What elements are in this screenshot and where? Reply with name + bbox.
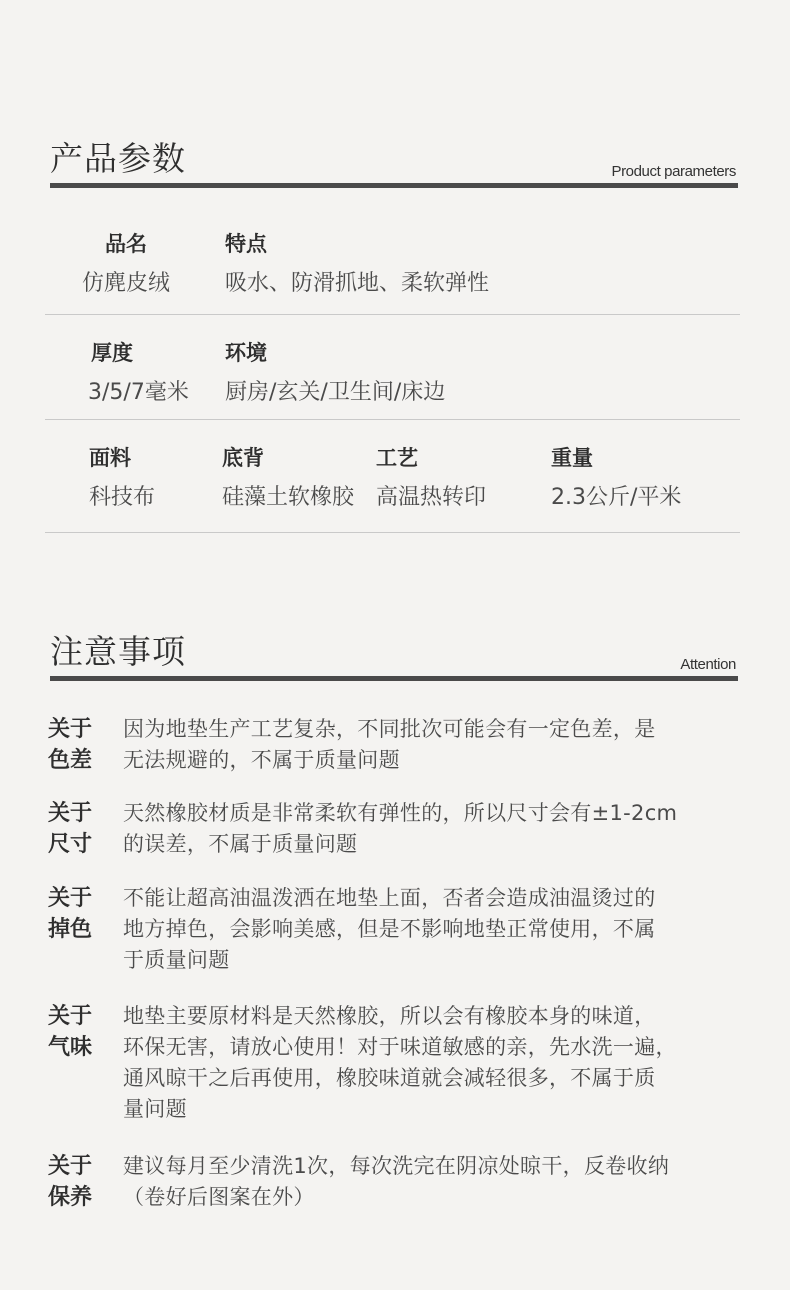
note-text <box>123 714 751 776</box>
params-title-rule <box>50 183 738 188</box>
note-text-line: 因为地垫生产工艺复杂，不同批次可能会有一定色差，是 <box>123 717 656 741</box>
note-label-line: 关于 <box>48 1004 93 1029</box>
note-label <box>48 1001 104 1063</box>
param-value: 吸水、防滑抓地、柔软弹性 <box>225 271 490 296</box>
param-label: 厚度 <box>91 341 133 365</box>
note-text-line: 无法规避的，不属于质量问题 <box>123 748 400 772</box>
params-title: 产品参数 <box>50 139 186 178</box>
note-label <box>48 798 104 860</box>
note-text-line: 通风晾干之后再使用，橡胶味道就会减轻很多，不属于质 <box>123 1066 656 1090</box>
note-label-line: 关于 <box>48 886 93 911</box>
param-label: 环境 <box>225 341 267 365</box>
row-divider <box>45 532 740 533</box>
param-label: 底背 <box>222 446 264 470</box>
param-value: 科技布 <box>89 485 156 510</box>
note-label-line: 尺寸 <box>48 832 93 857</box>
note-text <box>123 1151 751 1213</box>
param-cell-process <box>376 442 486 511</box>
param-value: 厨房/玄关/卫生间/床边 <box>225 380 446 405</box>
param-cell-weight <box>551 442 681 511</box>
note-text <box>123 883 751 976</box>
param-cell-thickness <box>88 337 189 406</box>
param-cell-feature <box>225 228 489 297</box>
param-value: 2.3公斤/平米 <box>551 485 682 510</box>
param-value: 3/5/7毫米 <box>88 380 189 405</box>
note-text-line: 不能让超高油温泼洒在地垫上面，否者会造成油温烫过的 <box>123 886 656 910</box>
row-divider <box>45 314 740 315</box>
param-label: 品名 <box>105 232 147 256</box>
note-text-line: 建议每月至少清洗1次，每次洗完在阴凉处晾干，反卷收纳 <box>123 1154 670 1178</box>
row-divider <box>45 419 740 420</box>
note-text-line: 于质量问题 <box>123 948 230 972</box>
attention-subtitle: Attention <box>680 656 736 673</box>
attention-section-header <box>50 622 738 681</box>
param-label: 工艺 <box>376 446 418 470</box>
param-cell-environment <box>225 337 445 406</box>
note-text-line: （卷好后图案在外） <box>123 1185 315 1209</box>
params-section-header <box>50 130 738 188</box>
param-label: 面料 <box>89 446 131 470</box>
note-label <box>48 1151 104 1213</box>
note-text-line: 环保无害，请放心使用！对于味道敏感的亲，先水洗一遍， <box>123 1035 677 1059</box>
attention-title: 注意事项 <box>50 632 186 671</box>
param-value: 高温热转印 <box>376 485 487 510</box>
param-cell-fabric <box>89 442 155 511</box>
note-label-line: 关于 <box>48 717 93 742</box>
note-label-line: 保养 <box>48 1185 93 1210</box>
note-text-line: 地垫主要原材料是天然橡胶，所以会有橡胶本身的味道， <box>123 1004 656 1028</box>
note-label-line: 气味 <box>48 1035 93 1060</box>
note-label <box>48 714 104 776</box>
params-subtitle: Product parameters <box>611 163 736 180</box>
note-text <box>123 1001 751 1125</box>
param-label: 特点 <box>225 232 267 256</box>
param-label: 重量 <box>551 446 593 470</box>
note-text-line: 地方掉色，会影响美感，但是不影响地垫正常使用，不属 <box>123 917 656 941</box>
param-cell-backing <box>222 442 354 511</box>
note-text <box>123 798 751 860</box>
note-label-line: 掉色 <box>48 917 93 942</box>
note-label-line: 色差 <box>48 748 93 773</box>
note-text-line: 量问题 <box>123 1097 187 1121</box>
attention-title-rule <box>50 676 738 681</box>
note-text-line: 天然橡胶材质是非常柔软有弹性的，所以尺寸会有±1-2cm <box>123 801 678 825</box>
param-value: 仿麂皮绒 <box>81 271 170 296</box>
param-value: 硅藻土软橡胶 <box>222 485 355 510</box>
param-cell-name <box>66 228 186 297</box>
note-label-line: 关于 <box>48 801 93 826</box>
note-label <box>48 883 104 945</box>
note-label-line: 关于 <box>48 1154 93 1179</box>
note-text-line: 的误差，不属于质量问题 <box>123 832 358 856</box>
